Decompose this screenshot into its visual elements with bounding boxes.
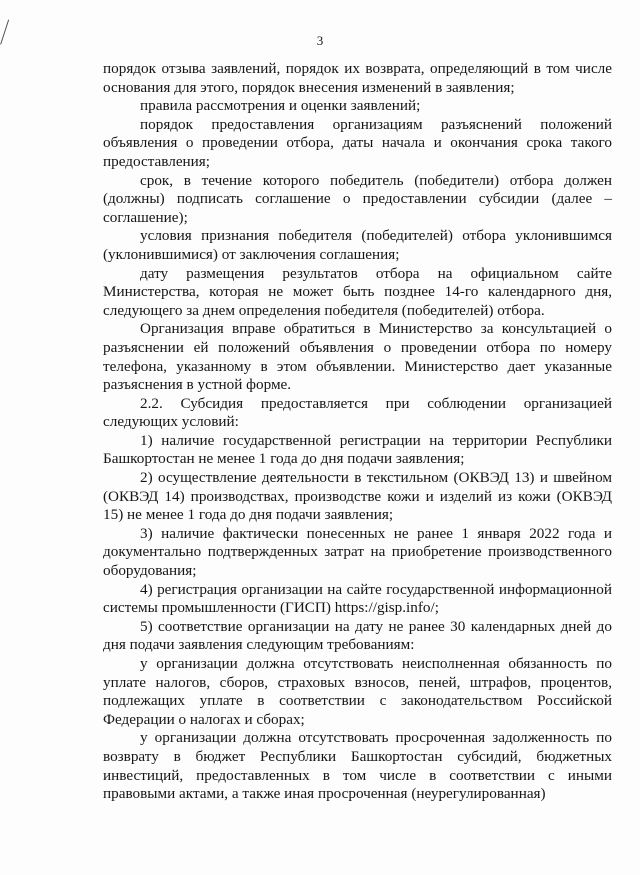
paragraph-review-rules: правила рассмотрения и оценки заявлений; (140, 97, 421, 115)
list-item-condition-4: 4) регистрация организации на сайте государственной информационной системы промышленности (ГИСП) https://gisp.info/; (103, 580, 612, 617)
paragraph-clarification-procedure: порядок предоставления организациям разъяснений положений объявления о проведении отбора, даты начала и окончания срока такого предоставления; (103, 115, 612, 170)
paragraph-evasion-conditions: условия признания победителя (победителей) отбора уклонившимся (уклонившимися) от заключения соглашения; (103, 227, 612, 263)
paragraph-results-publication: дату размещения результатов отбора на официальном сайте Министерства, которая не может быть позднее 14-го календарного дня, следующего за днем определения победителя (победителей) отбора. (103, 264, 612, 319)
list-item-condition-1: 1) наличие государственной регистрации на территории Республики Башкортостан не менее 1 года до дня подачи заявления; (103, 431, 612, 468)
paragraph-subsidy-conditions: 2.2. Субсидия предоставляется при соблюдении организацией следующих условий: (103, 394, 612, 431)
paragraph-tax-obligations: у организации должна отсутствовать неисполненная обязанность по уплате налогов, сборов, страховых взносов, пеней, штрафов, процентов, подлежащих уплате в соответствии с законодательством Российской Федерации о налогах и сборах; (103, 655, 612, 728)
document-body (103, 60, 612, 804)
page-number: 3 (316, 33, 324, 48)
paragraph-agreement-deadline: срок, в течение которого победитель (победители) отбора должен (должны) подписать соглашение о предоставлении субсидии (далее – соглашение); (103, 171, 612, 226)
list-item-condition-5: 5) соответствие организации на дату не ранее 30 календарных дней до дня подачи заявления следующим требованиям: (103, 617, 612, 654)
list-item-condition-2: 2) осуществление деятельности в текстильном (ОКВЭД 13) и швейном (ОКВЭД 14) производствах, производстве кожи и изделий из кожи (ОКВЭД 15) не менее 1 года до дня подачи заявления; (103, 469, 612, 524)
paragraph-consultation: Организация вправе обратиться в Министерство за консультацией о разъяснении ей положений объявления о проведении отбора по номеру телефона, указанному в этом объявлении. Министерство дает указанные разъяснения в устной форме. (103, 320, 612, 394)
list-item-condition-3: 3) наличие фактически понесенных не ранее 1 января 2022 года и документально подтвержденных затрат на приобретение производственного оборудования; (103, 524, 612, 580)
paragraph-overdue-debt: у организации должна отсутствовать просроченная задолженность по возврату в бюджет Республики Башкортостан субсидий, бюджетных инвестиций, предоставленных в том числе в соответствии с иными правовыми актами, а также иная просроченная (неурегулированная) (103, 729, 612, 803)
paragraph-application-withdrawal: порядок отзыва заявлений, порядок их возврата, определяющий в том числе основания для этого, порядок внесения изменений в заявления; (103, 60, 612, 96)
